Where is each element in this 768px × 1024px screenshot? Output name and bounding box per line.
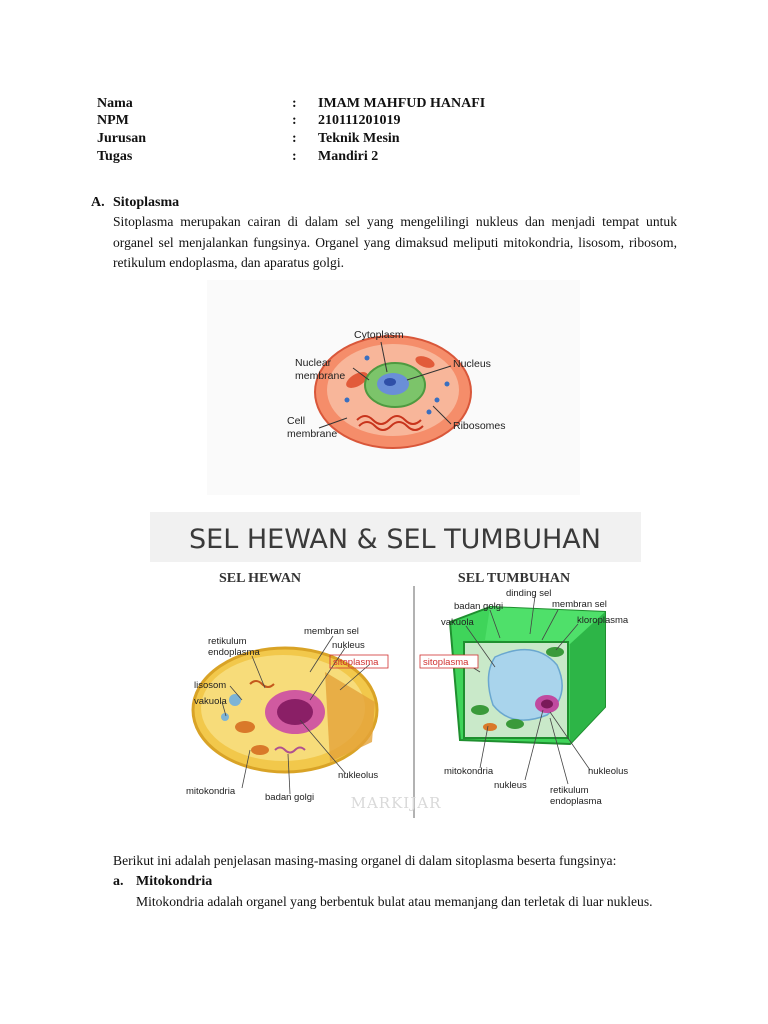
plant-label-nukleolus: nukleolus (588, 766, 629, 777)
plant-label-retikulum-1: retikulum (550, 785, 589, 796)
label-ribosomes: Ribosomes (453, 420, 506, 432)
section-a-paragraph: Sitoplasma merupakan cairan di dalam sel yang mengelilingi nukleus dan menjadi tempat untuk organel sel menjalankan fungsinya. Organel yang dimaksud meliputi mitokondria, lisosom, ribosom, retikulum endoplasma, dan aparatus golgi. (113, 214, 677, 270)
header-colon: : (292, 96, 297, 111)
header-value: Teknik Mesin (318, 131, 400, 146)
animal-label-membran-sel: membran sel (304, 626, 359, 637)
header-value: Mandiri 2 (318, 149, 379, 164)
plant-label-vakuola: vakuola (441, 617, 474, 628)
cell-diagram-figure (207, 280, 580, 495)
header-colon: : (292, 131, 297, 146)
animal-label-nukleolus: nukleolus (338, 770, 379, 781)
plant-label-dinding-sel: dinding sel (506, 588, 552, 599)
intro-text: Berikut ini adalah penjelasan masing-masing organel di dalam sitoplasma beserta fungsinya: (113, 853, 617, 868)
header-value: IMAM MAHFUD HANAFI (318, 96, 486, 111)
plant-label-mitokondria: mitokondria (444, 766, 494, 777)
animal-label-retikulum-2: endoplasma (208, 647, 260, 658)
animal-label-retikulum-1: retikulum (208, 636, 247, 647)
plant-label-kloroplasma: kloroplasma (577, 615, 629, 626)
header-colon: : (292, 113, 297, 128)
plant-heading: SEL TUMBUHAN (457, 571, 571, 586)
header-label: Tugas (97, 149, 133, 164)
animal-label-vakuola: vakuola (194, 696, 227, 707)
plant-label-nukleus: nukleus (494, 780, 527, 791)
header-value: 210111201019 (318, 113, 401, 128)
animal-label-mitokondria: mitokondria (186, 786, 236, 797)
watermark: MARKIJAR (350, 794, 442, 812)
animal-label-nukleus: nukleus (332, 640, 365, 651)
figure2-title: SEL HEWAN & SEL TUMBUHAN (189, 524, 601, 555)
section-a-title: Sitoplasma (113, 195, 180, 210)
plant-label-badan-golgi: badan golgi (454, 601, 504, 612)
subsection-a-title: Mitokondria (136, 874, 213, 889)
animal-plant-cell-figure (150, 512, 641, 819)
header-label: Jurusan (97, 131, 147, 146)
label-nuclear-membrane-1: Nuclear (295, 357, 332, 369)
label-cytoplasm: Cytoplasm (354, 329, 404, 341)
label-nucleus: Nucleus (453, 358, 491, 370)
subsection-a-paragraph: Mitokondria adalah organel yang berbentuk bulat atau memanjang dan terletak di luar nukleus. (136, 894, 653, 909)
label-cell-membrane-1: Cell (287, 415, 306, 427)
plant-label-membran-sel: membran sel (552, 599, 607, 610)
header-label: NPM (97, 113, 129, 128)
label-cell-membrane-2: membrane (287, 428, 338, 440)
section-a-marker: A. (91, 195, 105, 210)
plant-label-retikulum-2: endoplasma (550, 796, 602, 807)
label-nuclear-membrane-2: membrane (295, 370, 346, 382)
subsection-a-marker: a. (113, 874, 124, 889)
animal-label-lisosom: lisosom (194, 680, 227, 691)
animal-heading: SEL HEWAN (218, 571, 302, 586)
plant-label-sitoplasma: sitoplasma (423, 657, 469, 668)
header-label: Nama (97, 96, 133, 111)
header-colon: : (292, 149, 297, 164)
animal-label-sitoplasma: sitoplasma (333, 657, 379, 668)
animal-label-badan-golgi: badan golgi (265, 792, 315, 803)
